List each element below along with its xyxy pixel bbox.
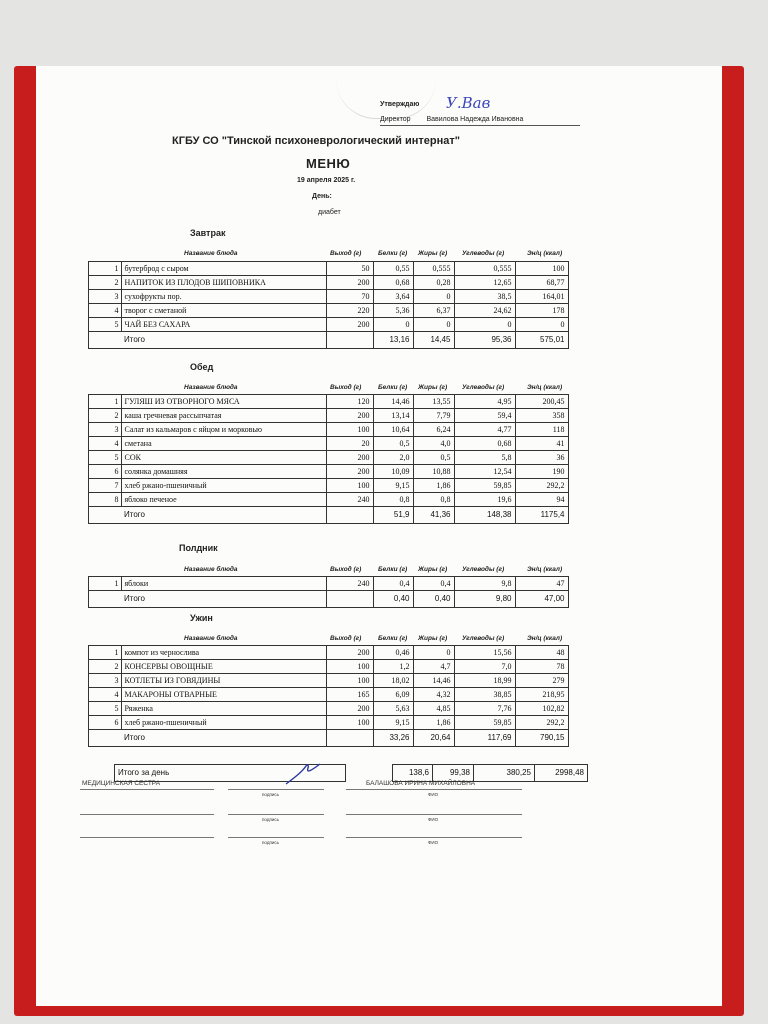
nutrient-value: 10,09 xyxy=(373,465,413,479)
day-label: День: xyxy=(312,193,332,200)
row-number: 4 xyxy=(89,437,122,451)
total-label: Итого xyxy=(121,332,326,349)
column-header: Эн/ц (ккал) xyxy=(527,566,563,573)
total-value: 51,9 xyxy=(373,507,413,524)
nutrient-value: 7,79 xyxy=(413,409,454,423)
nutrient-value: 9,8 xyxy=(454,577,515,591)
row-number: 1 xyxy=(89,395,122,409)
total-value: 41,36 xyxy=(413,507,454,524)
row-number: 4 xyxy=(89,688,122,702)
nutrient-value: 292,2 xyxy=(515,716,568,730)
blank-title-line-2 xyxy=(80,814,214,815)
row-number: 3 xyxy=(89,674,122,688)
total-value: 790,15 xyxy=(515,730,568,747)
approve-underline xyxy=(380,125,580,126)
day-total-label: Итого за день xyxy=(115,765,346,782)
column-header: Эн/ц (ккал) xyxy=(527,635,563,642)
nutrient-value: 120 xyxy=(326,395,373,409)
dish-name: творог с сметаной xyxy=(121,304,326,318)
dish-name: НАПИТОК ИЗ ПЛОДОВ ШИПОВНИКА xyxy=(121,276,326,290)
day-total-table xyxy=(114,764,588,782)
column-header: Жиры (г) xyxy=(418,635,448,642)
nutrient-value: 94 xyxy=(515,493,568,507)
column-header: Название блюда xyxy=(184,635,238,642)
dish-name: МАКАРОНЫ ОТВАРНЫЕ xyxy=(121,688,326,702)
nutrient-value: 10,88 xyxy=(413,465,454,479)
row-number: 1 xyxy=(89,646,122,660)
total-value: 9,80 xyxy=(454,591,515,608)
nutrient-value: 200 xyxy=(326,409,373,423)
nutrient-value: 6,09 xyxy=(373,688,413,702)
row-number: 1 xyxy=(89,262,122,276)
nutrient-value: 14,46 xyxy=(413,674,454,688)
nutrient-value: 0,4 xyxy=(413,577,454,591)
table-row xyxy=(89,451,569,465)
menu-table xyxy=(88,645,569,747)
dish-name: СОК xyxy=(121,451,326,465)
total-label: Итого xyxy=(121,591,326,608)
column-header: Белки (г) xyxy=(378,250,408,257)
column-header: Название блюда xyxy=(184,566,238,573)
nutrient-value: 47 xyxy=(515,577,568,591)
table-row xyxy=(89,409,569,423)
row-number: 3 xyxy=(89,290,122,304)
total-value: 14,45 xyxy=(413,332,454,349)
nutrient-value: 220 xyxy=(326,304,373,318)
nutrient-value: 0,8 xyxy=(413,493,454,507)
column-header: Жиры (г) xyxy=(418,384,448,391)
nutrient-value: 50 xyxy=(326,262,373,276)
nutrient-value: 218,95 xyxy=(515,688,568,702)
nutrient-value: 0,4 xyxy=(373,577,413,591)
nutrient-value: 200 xyxy=(326,318,373,332)
nutrient-value: 0 xyxy=(413,318,454,332)
table-row xyxy=(89,304,569,318)
total-row xyxy=(89,591,569,608)
approve-label: Утверждаю xyxy=(380,101,420,108)
sleeve-tab xyxy=(336,58,436,119)
nutrient-value: 5,63 xyxy=(373,702,413,716)
nutrient-value: 41 xyxy=(515,437,568,451)
row-number: 5 xyxy=(89,702,122,716)
table-row xyxy=(89,577,569,591)
table-row xyxy=(89,479,569,493)
table-row xyxy=(89,262,569,276)
column-header: Углеводы (г) xyxy=(462,635,505,642)
director-line xyxy=(380,116,523,123)
nutrient-value: 0,68 xyxy=(373,276,413,290)
column-header: Белки (г) xyxy=(378,635,408,642)
dish-name: КОНСЕРВЫ ОВОЩНЫЕ xyxy=(121,660,326,674)
table-row xyxy=(89,318,569,332)
nutrient-value: 59,85 xyxy=(454,716,515,730)
section-title: Полдник xyxy=(179,543,218,553)
row-number: 2 xyxy=(89,660,122,674)
sign-caption-2: подпись xyxy=(262,817,280,822)
dish-name: каша гречневая рассыпчатая xyxy=(121,409,326,423)
nutrient-value: 4,7 xyxy=(413,660,454,674)
dish-name: яблоки xyxy=(121,577,326,591)
nutrient-value: 14,46 xyxy=(373,395,413,409)
table-row xyxy=(89,395,569,409)
nutrient-value: 100 xyxy=(326,479,373,493)
menu-title: МЕНЮ xyxy=(306,156,351,171)
day-total-kcal: 2998,48 xyxy=(535,765,588,782)
table-row xyxy=(89,276,569,290)
nutrient-value: 200 xyxy=(326,276,373,290)
nutrient-value: 3,64 xyxy=(373,290,413,304)
table-row xyxy=(89,493,569,507)
nurse-name: БАЛАШОВА ИРИНА МИХАЙЛОВНА xyxy=(366,780,476,787)
nutrient-value: 100 xyxy=(326,423,373,437)
table-row xyxy=(89,716,569,730)
dish-name: бутерброд с сыром xyxy=(121,262,326,276)
row-number: 7 xyxy=(89,479,122,493)
column-header: Белки (г) xyxy=(378,384,408,391)
dish-name: Ряженка xyxy=(121,702,326,716)
dish-name: ГУЛЯШ ИЗ ОТВОРНОГО МЯСА xyxy=(121,395,326,409)
nutrient-value: 358 xyxy=(515,409,568,423)
nutrient-value: 200,45 xyxy=(515,395,568,409)
nutrient-value: 240 xyxy=(326,493,373,507)
diet-label: диабет xyxy=(318,209,341,216)
nutrient-value: 10,64 xyxy=(373,423,413,437)
nutrient-value: 68,77 xyxy=(515,276,568,290)
row-number: 8 xyxy=(89,493,122,507)
menu-table xyxy=(88,261,569,349)
nutrient-value: 0 xyxy=(515,318,568,332)
day-total-carbs: 380,25 xyxy=(474,765,535,782)
nutrient-value: 78 xyxy=(515,660,568,674)
table-row xyxy=(89,423,569,437)
nutrient-value: 4,0 xyxy=(413,437,454,451)
nutrient-value: 292,2 xyxy=(515,479,568,493)
total-value: 20,64 xyxy=(413,730,454,747)
blank-name-line-2 xyxy=(346,814,522,815)
dish-name: хлеб ржано-пшеничный xyxy=(121,716,326,730)
nutrient-value: 18,99 xyxy=(454,674,515,688)
row-number: 4 xyxy=(89,304,122,318)
nutrient-value: 0,28 xyxy=(413,276,454,290)
nutrient-value: 1,86 xyxy=(413,479,454,493)
nutrient-value: 70 xyxy=(326,290,373,304)
nutrient-value: 20 xyxy=(326,437,373,451)
blank-name-line-3 xyxy=(346,837,522,838)
dish-name: Салат из кальмаров с яйцом и морковью xyxy=(121,423,326,437)
nutrient-value: 102,82 xyxy=(515,702,568,716)
blank-sign-line-2 xyxy=(228,814,324,815)
column-header: Название блюда xyxy=(184,250,238,257)
total-value: 148,38 xyxy=(454,507,515,524)
menu-date: 19 апреля 2025 г. xyxy=(297,177,356,184)
table-row xyxy=(89,702,569,716)
column-header: Выход (г) xyxy=(330,384,362,391)
nutrient-value: 0 xyxy=(413,290,454,304)
total-row xyxy=(89,332,569,349)
column-header: Эн/ц (ккал) xyxy=(527,250,563,257)
column-header: Углеводы (г) xyxy=(462,250,505,257)
dish-name: КОТЛЕТЫ ИЗ ГОВЯДИНЫ xyxy=(121,674,326,688)
nutrient-value: 1,86 xyxy=(413,716,454,730)
nutrient-value: 200 xyxy=(326,702,373,716)
nutrient-value: 59,85 xyxy=(454,479,515,493)
total-value: 575,01 xyxy=(515,332,568,349)
day-total-protein: 138,6 xyxy=(393,765,433,782)
row-number: 6 xyxy=(89,716,122,730)
nutrient-value: 4,95 xyxy=(454,395,515,409)
nutrient-value: 1,2 xyxy=(373,660,413,674)
nutrient-value: 15,56 xyxy=(454,646,515,660)
row-number: 6 xyxy=(89,465,122,479)
nutrient-value: 2,0 xyxy=(373,451,413,465)
total-value: 0,40 xyxy=(373,591,413,608)
nutrient-value: 5,8 xyxy=(454,451,515,465)
row-number: 2 xyxy=(89,409,122,423)
nurse-sign-line xyxy=(228,789,324,790)
row-number: 1 xyxy=(89,577,122,591)
table-row xyxy=(89,646,569,660)
column-header: Жиры (г) xyxy=(418,566,448,573)
nutrient-value: 200 xyxy=(326,465,373,479)
nutrient-value: 0,8 xyxy=(373,493,413,507)
total-label: Итого xyxy=(121,507,326,524)
fio-caption-2: ФИО xyxy=(428,817,439,822)
dish-name: компот из чернослива xyxy=(121,646,326,660)
nutrient-value: 164,01 xyxy=(515,290,568,304)
nutrient-value: 9,15 xyxy=(373,716,413,730)
nutrient-value: 0,68 xyxy=(454,437,515,451)
nutrient-value: 0 xyxy=(413,646,454,660)
fio-caption-3: ФИО xyxy=(428,840,439,845)
nutrient-value: 4,32 xyxy=(413,688,454,702)
nutrient-value: 100 xyxy=(515,262,568,276)
total-value: 1175,4 xyxy=(515,507,568,524)
nutrient-value: 6,37 xyxy=(413,304,454,318)
nutrient-value: 9,15 xyxy=(373,479,413,493)
nutrient-value: 19,6 xyxy=(454,493,515,507)
nutrient-value: 38,85 xyxy=(454,688,515,702)
blank-title-line-3 xyxy=(80,837,214,838)
director-name: Вавилова Надежда Ивановна xyxy=(426,116,524,123)
dish-name: яблоко печеное xyxy=(121,493,326,507)
nutrient-value: 100 xyxy=(326,660,373,674)
nurse-name-line xyxy=(346,789,522,790)
nurse-signature-icon xyxy=(284,762,324,786)
nutrient-value: 7,0 xyxy=(454,660,515,674)
total-value: 95,36 xyxy=(454,332,515,349)
nutrient-value: 36 xyxy=(515,451,568,465)
nutrient-value: 12,65 xyxy=(454,276,515,290)
nutrient-value: 100 xyxy=(326,674,373,688)
row-number: 2 xyxy=(89,276,122,290)
nutrient-value: 59,4 xyxy=(454,409,515,423)
total-value: 13,16 xyxy=(373,332,413,349)
sign-caption-3: подпись xyxy=(262,840,280,845)
nurse-title: МЕДИЦИНСКАЯ СЕСТРА xyxy=(82,780,161,787)
nutrient-value: 200 xyxy=(326,451,373,465)
column-header: Белки (г) xyxy=(378,566,408,573)
total-value: 0,40 xyxy=(413,591,454,608)
dish-name: ЧАЙ БЕЗ САХАРА xyxy=(121,318,326,332)
total-value: 47,00 xyxy=(515,591,568,608)
dish-name: сухофрукты пор. xyxy=(121,290,326,304)
column-header: Жиры (г) xyxy=(418,250,448,257)
menu-table xyxy=(88,394,569,524)
nutrient-value: 13,14 xyxy=(373,409,413,423)
column-header: Углеводы (г) xyxy=(462,384,505,391)
director-label: Директор xyxy=(380,116,411,123)
day-total-fat: 99,38 xyxy=(433,765,474,782)
nutrient-value: 279 xyxy=(515,674,568,688)
nutrient-value: 0,55 xyxy=(373,262,413,276)
nutrient-value: 100 xyxy=(326,716,373,730)
organization-name: КГБУ СО "Тинской психоневрологический интернат" xyxy=(172,135,460,147)
document-sheet xyxy=(36,66,722,1006)
nutrient-value: 4,77 xyxy=(454,423,515,437)
row-number: 3 xyxy=(89,423,122,437)
nutrient-value: 0,555 xyxy=(454,262,515,276)
nutrient-value: 0,5 xyxy=(413,451,454,465)
section-title: Обед xyxy=(190,362,214,372)
table-row xyxy=(89,660,569,674)
nutrient-value: 0,555 xyxy=(413,262,454,276)
column-header: Эн/ц (ккал) xyxy=(527,384,563,391)
table-row xyxy=(89,465,569,479)
nutrient-value: 4,85 xyxy=(413,702,454,716)
nutrient-value: 200 xyxy=(326,646,373,660)
nutrient-value: 5,36 xyxy=(373,304,413,318)
nutrient-value: 24,62 xyxy=(454,304,515,318)
column-header: Название блюда xyxy=(184,384,238,391)
nutrient-value: 190 xyxy=(515,465,568,479)
menu-table xyxy=(88,576,569,608)
nutrient-value: 0,5 xyxy=(373,437,413,451)
total-row xyxy=(89,730,569,747)
nutrient-value: 118 xyxy=(515,423,568,437)
dish-name: сметана xyxy=(121,437,326,451)
table-row xyxy=(89,688,569,702)
nutrient-value: 0 xyxy=(373,318,413,332)
nutrient-value: 6,24 xyxy=(413,423,454,437)
nutrient-value: 38,5 xyxy=(454,290,515,304)
section-title: Ужин xyxy=(190,613,213,623)
nutrient-value: 18,02 xyxy=(373,674,413,688)
director-signature: У.Вав xyxy=(446,94,491,112)
nutrient-value: 12,54 xyxy=(454,465,515,479)
total-row xyxy=(89,507,569,524)
row-number: 5 xyxy=(89,451,122,465)
section-title: Завтрак xyxy=(190,228,226,238)
column-header: Углеводы (г) xyxy=(462,566,505,573)
nutrient-value: 165 xyxy=(326,688,373,702)
nutrient-value: 0,46 xyxy=(373,646,413,660)
nutrient-value: 240 xyxy=(326,577,373,591)
nutrient-value: 178 xyxy=(515,304,568,318)
row-number: 5 xyxy=(89,318,122,332)
column-header: Выход (г) xyxy=(330,635,362,642)
blank-sign-line-3 xyxy=(228,837,324,838)
nutrient-value: 7,76 xyxy=(454,702,515,716)
table-row xyxy=(89,290,569,304)
dish-name: хлеб ржано-пшеничный xyxy=(121,479,326,493)
table-row xyxy=(89,674,569,688)
column-header: Выход (г) xyxy=(330,566,362,573)
table-row xyxy=(89,437,569,451)
total-label: Итого xyxy=(121,730,326,747)
nurse-title-line xyxy=(80,789,214,790)
nutrient-value: 0 xyxy=(454,318,515,332)
total-value: 33,26 xyxy=(373,730,413,747)
sign-caption-1: подпись xyxy=(262,792,280,797)
dish-name: солянка домашняя xyxy=(121,465,326,479)
fio-caption-1: ФИО xyxy=(428,792,439,797)
nutrient-value: 13,55 xyxy=(413,395,454,409)
nutrient-value: 48 xyxy=(515,646,568,660)
total-value: 117,69 xyxy=(454,730,515,747)
column-header: Выход (г) xyxy=(330,250,362,257)
